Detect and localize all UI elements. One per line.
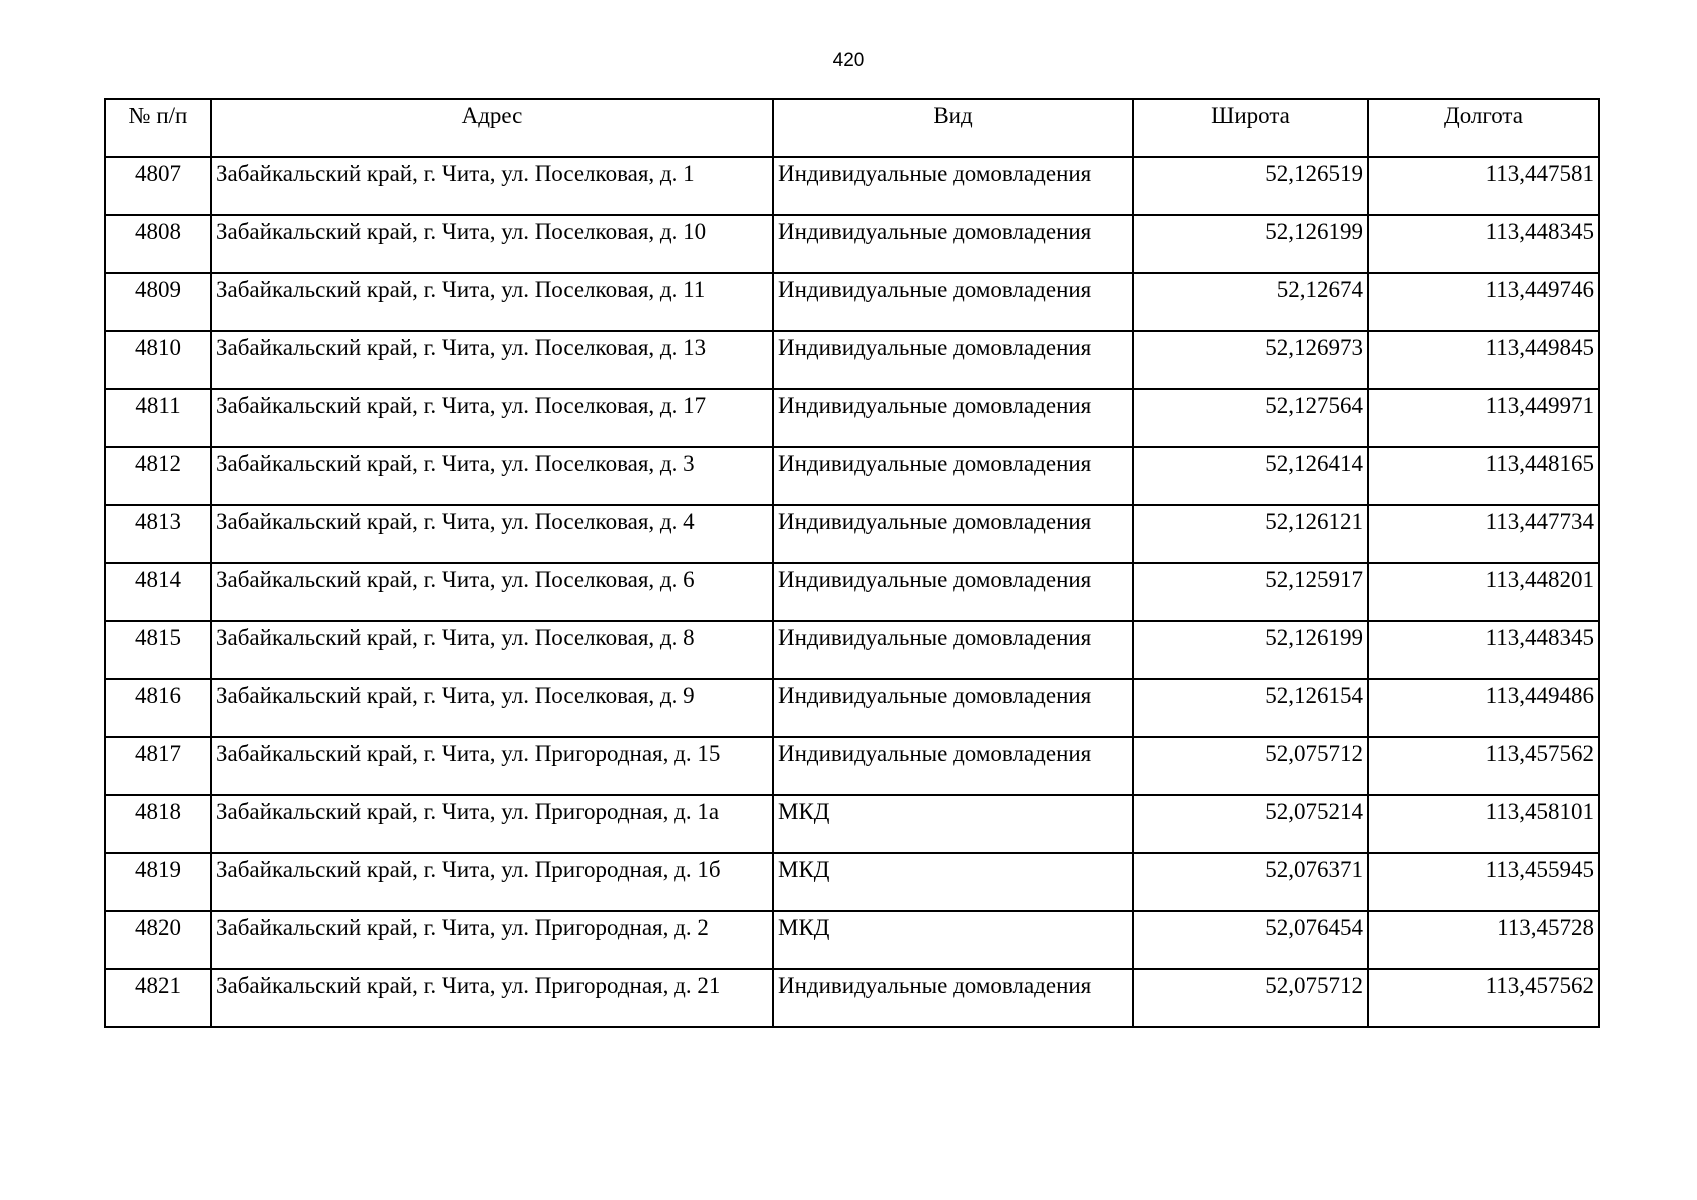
table-row	[105, 273, 1599, 331]
cell-latitude: 52,126121	[1133, 505, 1368, 563]
cell-number: 4813	[105, 505, 211, 563]
cell-number: 4818	[105, 795, 211, 853]
cell-number: 4807	[105, 157, 211, 215]
cell-latitude: 52,126414	[1133, 447, 1368, 505]
cell-latitude: 52,075214	[1133, 795, 1368, 853]
cell-latitude: 52,076454	[1133, 911, 1368, 969]
cell-address: Забайкальский край, г. Чита, ул. Поселковая, д. 9	[211, 679, 773, 737]
cell-number: 4809	[105, 273, 211, 331]
cell-number: 4811	[105, 389, 211, 447]
header-row	[105, 99, 1599, 157]
cell-longitude: 113,448345	[1368, 621, 1599, 679]
cell-latitude: 52,125917	[1133, 563, 1368, 621]
cell-latitude: 52,126154	[1133, 679, 1368, 737]
table-row	[105, 853, 1599, 911]
cell-kind: Индивидуальные домовладения	[773, 157, 1133, 215]
cell-number: 4812	[105, 447, 211, 505]
cell-longitude: 113,449746	[1368, 273, 1599, 331]
cell-number: 4820	[105, 911, 211, 969]
cell-longitude: 113,448201	[1368, 563, 1599, 621]
cell-longitude: 113,448345	[1368, 215, 1599, 273]
cell-longitude: 113,447581	[1368, 157, 1599, 215]
cell-number: 4814	[105, 563, 211, 621]
cell-kind: Индивидуальные домовладения	[773, 969, 1133, 1027]
cell-address: Забайкальский край, г. Чита, ул. Поселковая, д. 1	[211, 157, 773, 215]
cell-longitude: 113,447734	[1368, 505, 1599, 563]
cell-kind: Индивидуальные домовладения	[773, 273, 1133, 331]
cell-address: Забайкальский край, г. Чита, ул. Пригородная, д. 1а	[211, 795, 773, 853]
cell-kind: Индивидуальные домовладения	[773, 679, 1133, 737]
cell-kind: Индивидуальные домовладения	[773, 621, 1133, 679]
cell-longitude: 113,457562	[1368, 969, 1599, 1027]
cell-latitude: 52,126199	[1133, 215, 1368, 273]
header-longitude: Долгота	[1368, 99, 1599, 157]
cell-kind: Индивидуальные домовладения	[773, 563, 1133, 621]
table-header	[105, 99, 1599, 157]
cell-address: Забайкальский край, г. Чита, ул. Поселковая, д. 17	[211, 389, 773, 447]
cell-number: 4819	[105, 853, 211, 911]
table-row	[105, 331, 1599, 389]
table-row	[105, 389, 1599, 447]
cell-kind: МКД	[773, 853, 1133, 911]
table-row	[105, 447, 1599, 505]
header-latitude: Широта	[1133, 99, 1368, 157]
cell-latitude: 52,075712	[1133, 969, 1368, 1027]
cell-kind: МКД	[773, 795, 1133, 853]
cell-address: Забайкальский край, г. Чита, ул. Пригородная, д. 21	[211, 969, 773, 1027]
cell-latitude: 52,126199	[1133, 621, 1368, 679]
cell-kind: Индивидуальные домовладения	[773, 737, 1133, 795]
cell-latitude: 52,126519	[1133, 157, 1368, 215]
cell-kind: Индивидуальные домовладения	[773, 389, 1133, 447]
cell-number: 4816	[105, 679, 211, 737]
cell-number: 4815	[105, 621, 211, 679]
cell-latitude: 52,126973	[1133, 331, 1368, 389]
cell-kind: Индивидуальные домовладения	[773, 215, 1133, 273]
cell-number: 4810	[105, 331, 211, 389]
table-row	[105, 679, 1599, 737]
cell-latitude: 52,127564	[1133, 389, 1368, 447]
cell-latitude: 52,076371	[1133, 853, 1368, 911]
cell-address: Забайкальский край, г. Чита, ул. Поселковая, д. 10	[211, 215, 773, 273]
cell-address: Забайкальский край, г. Чита, ул. Поселковая, д. 13	[211, 331, 773, 389]
cell-longitude: 113,455945	[1368, 853, 1599, 911]
cell-number: 4808	[105, 215, 211, 273]
cell-kind: Индивидуальные домовладения	[773, 331, 1133, 389]
table-row	[105, 563, 1599, 621]
cell-longitude: 113,45728	[1368, 911, 1599, 969]
cell-number: 4817	[105, 737, 211, 795]
table-row	[105, 505, 1599, 563]
cell-latitude: 52,075712	[1133, 737, 1368, 795]
table-body	[105, 157, 1599, 1027]
cell-longitude: 113,457562	[1368, 737, 1599, 795]
table-row	[105, 157, 1599, 215]
page-number: 420	[832, 50, 865, 71]
header-address: Адрес	[211, 99, 773, 157]
cell-address: Забайкальский край, г. Чита, ул. Поселковая, д. 6	[211, 563, 773, 621]
table-row	[105, 795, 1599, 853]
table-row	[105, 737, 1599, 795]
cell-longitude: 113,449486	[1368, 679, 1599, 737]
table-row	[105, 911, 1599, 969]
cell-number: 4821	[105, 969, 211, 1027]
cell-kind: МКД	[773, 911, 1133, 969]
cell-longitude: 113,449971	[1368, 389, 1599, 447]
header-kind: Вид	[773, 99, 1133, 157]
cell-address: Забайкальский край, г. Чита, ул. Поселковая, д. 4	[211, 505, 773, 563]
address-table	[104, 98, 1600, 1028]
cell-address: Забайкальский край, г. Чита, ул. Поселковая, д. 8	[211, 621, 773, 679]
table-row	[105, 969, 1599, 1027]
cell-address: Забайкальский край, г. Чита, ул. Поселковая, д. 3	[211, 447, 773, 505]
header-number: № п/п	[105, 99, 211, 157]
cell-address: Забайкальский край, г. Чита, ул. Пригородная, д. 1б	[211, 853, 773, 911]
table-row	[105, 215, 1599, 273]
cell-longitude: 113,449845	[1368, 331, 1599, 389]
cell-longitude: 113,448165	[1368, 447, 1599, 505]
cell-address: Забайкальский край, г. Чита, ул. Пригородная, д. 15	[211, 737, 773, 795]
cell-longitude: 113,458101	[1368, 795, 1599, 853]
table-row	[105, 621, 1599, 679]
cell-address: Забайкальский край, г. Чита, ул. Пригородная, д. 2	[211, 911, 773, 969]
cell-address: Забайкальский край, г. Чита, ул. Поселковая, д. 11	[211, 273, 773, 331]
cell-kind: Индивидуальные домовладения	[773, 447, 1133, 505]
cell-kind: Индивидуальные домовладения	[773, 505, 1133, 563]
cell-latitude: 52,12674	[1133, 273, 1368, 331]
